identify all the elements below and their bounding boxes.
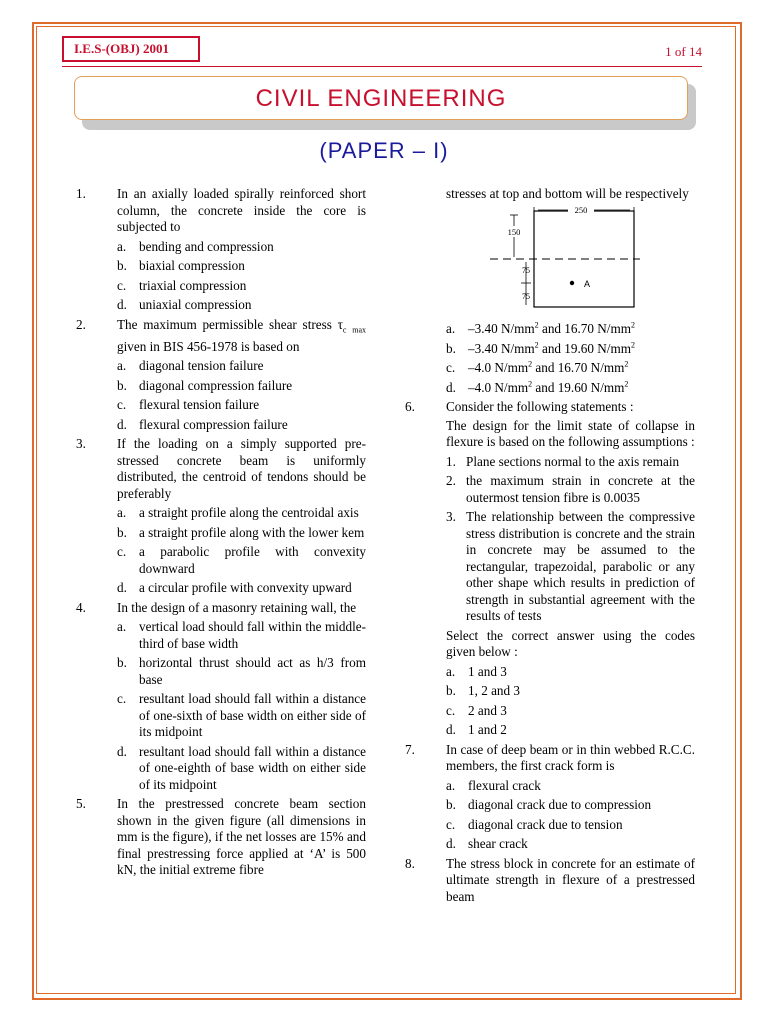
statement-number: 1. [446,453,456,469]
option-text: diagonal tension failure [139,358,264,374]
option-letter: b. [446,340,456,356]
option-text: and 16.70 N/mm [538,321,631,336]
superscript: 2 [534,320,539,330]
exam-tag: I.E.S-(OBJ) 2001 [62,36,200,62]
option-text: diagonal compression failure [139,377,293,393]
question-number: 8. [405,855,415,871]
option-letter: c. [117,277,127,293]
option-letter: b. [117,258,127,273]
question-number: 1. [76,186,86,201]
options [117,505,366,597]
options [117,358,366,433]
option-b [117,655,366,688]
option-b [117,525,366,542]
option-letter: d. [446,836,456,851]
option-a [117,358,366,375]
question-number: 2. [76,316,86,332]
option-text: flexural compression failure [139,416,288,432]
option-c [117,544,366,577]
option-letter: b. [117,377,127,393]
superscript: 2 [630,340,635,350]
option-d [117,297,366,314]
header-rule [62,66,702,67]
question-number: 6. [405,399,415,414]
option-a [446,321,695,338]
option-a [117,619,366,652]
option-b [446,341,695,358]
question-text: In case of deep beam or in thin webbed R.C.C. members, the first crack form is [446,741,695,773]
option-c [117,691,366,741]
question-intro: The design for the limit state of collapse in flexure is based on the following assumptions : [446,417,695,449]
option-text: a straight profile along with the lower kem [139,524,365,540]
option-letter: d. [117,580,127,596]
option-letter: b. [446,683,456,698]
option-b [117,258,366,275]
option-text: –3.40 N/mm [468,340,535,356]
option-text: triaxial compression [139,277,247,293]
option-text: a straight profile along the centroidal axis [139,505,359,521]
point-a-label: A [584,278,591,289]
option-text: resultant load should fall within a distance of one-eighth of base width on either side of its midpoint [139,743,366,792]
option-text: uniaxial compression [139,297,252,312]
question-text: Consider the following statements : [446,399,634,414]
option-letter: c. [446,702,456,718]
question-text [117,317,366,356]
option-text: 1 and 3 [468,663,507,679]
option-c [446,360,695,377]
option-text: biaxial compression [139,258,245,273]
option-b [117,378,366,395]
statement-2 [446,473,695,506]
superscript: 2 [624,379,629,389]
question-text: In the prestressed concrete beam section shown in the given figure (all dimensions in mm is the figure), if the net losses are 15% and final prestressing force applied at ‘A’ is 500 kN, the initial extreme fibre [117,796,366,878]
question-number: 5. [76,796,86,812]
option-b [446,797,695,814]
option-text: bending and compression [139,238,274,254]
statement-text: The relationship between the compressive stress distribution is concrete and the strain in concrete may be assumed to the rectangular, trapezoidal, parabolic or any other shape which results in prediction of strength in substantial agreement with the results of tests [466,509,695,623]
option-text: 1 and 2 [468,722,507,737]
option-a [117,505,366,522]
subscript: max [352,325,366,335]
options [446,321,695,396]
question-3 [76,436,366,597]
option-letter: a. [117,238,127,254]
superscript: 2 [528,379,533,389]
option-text: horizontal thrust should act as h/3 from base [139,655,366,687]
option-text: shear crack [468,836,528,851]
option-c [446,703,695,720]
question-2 [76,317,366,434]
dim-label-150: 150 [507,226,521,237]
question-text: If the loading on a simply supported pre-stressed concrete beam is uniformly distributed, the centroid of tendons should be preferably [117,436,366,501]
option-letter: b. [117,524,127,540]
option-text: a parabolic profile with convexity downward [139,544,366,576]
option-letter: b. [117,655,127,671]
question-1 [76,186,366,314]
option-text: resultant load should fall within a distance of one-sixth of base width on either side of its midpoint [139,691,366,740]
option-c [446,817,695,834]
question-8 [405,856,695,906]
option-letter: a. [117,358,127,374]
option-letter: d. [117,416,127,432]
option-d [117,744,366,794]
question-text: In the design of a masonry retaining wall, the [117,599,357,615]
option-text: 2 and 3 [468,702,507,718]
statement-text: Plane sections normal to the axis remain [466,453,680,469]
point-a-marker [570,280,574,284]
options [117,239,366,314]
option-text: a circular profile with convexity upward [139,580,352,596]
option-d [117,580,366,597]
option-letter: a. [117,505,127,521]
question-5-continued [405,186,695,396]
option-text: vertical load should fall within the middle-third of base width [139,619,366,651]
option-text: diagonal crack due to tension [468,816,623,832]
option-text: –4.0 N/mm [468,379,529,395]
options [446,664,695,739]
width-label: 250 [574,206,588,215]
option-text: and 19.60 N/mm [538,340,631,356]
option-c [117,278,366,295]
option-letter: c. [117,691,127,707]
option-d [446,836,695,853]
subject-banner [74,76,688,120]
statement-1 [446,454,695,471]
option-letter: a. [446,777,456,793]
subscript: c [342,325,347,335]
option-d [446,722,695,739]
statement-text: the maximum strain in concrete at the outermost tension fibre is 0.0035 [466,473,695,505]
question-text: stresses at top and bottom will be respectively [446,186,689,201]
option-letter: b. [446,797,456,812]
beam-section-figure [490,207,695,316]
paper-title: (PAPER – I) [319,138,449,163]
option-text: flexural crack [468,777,541,793]
page-number: 1 of 14 [665,44,702,59]
question-text: The stress block in concrete for an estimate of ultimate strength in flexure of a prestressed beam [446,855,695,904]
option-letter: a. [117,619,127,635]
option-letter: c. [446,816,456,832]
question-text: In an axially loaded spirally reinforced short column, the concrete inside the core is subjected to [117,186,366,234]
statement-number: 3. [446,509,456,524]
question-number: 7. [405,741,415,757]
statement-3 [446,509,695,625]
option-c [117,397,366,414]
option-letter: a. [446,663,456,679]
dim-label-75-bottom: 75 [522,291,530,301]
option-letter: c. [117,397,127,413]
options [446,778,695,853]
option-letter: d. [117,743,127,759]
dim-label-75-top: 75 [522,265,530,275]
option-text: flexural tension failure [139,397,260,413]
option-letter: d. [446,722,456,737]
superscript: 2 [534,340,539,350]
option-a [117,239,366,256]
superscript: 2 [528,359,533,369]
right-column [405,186,695,907]
option-letter: a. [446,321,456,336]
option-d [446,380,695,397]
option-text: 1, 2 and 3 [468,683,521,698]
option-letter: d. [446,379,456,395]
answer-instruction: Select the correct answer using the codes given below : [446,627,695,659]
subject-title: CIVIL ENGINEERING [255,85,507,112]
text-part: given in BIS 456-1978 is based on [117,338,300,354]
option-text: –4.0 N/mm [468,360,529,375]
option-text: –3.40 N/mm [468,321,535,336]
option-d [117,417,366,434]
question-7 [405,742,695,853]
option-letter: d. [117,297,127,312]
option-text: diagonal crack due to compression [468,797,652,812]
question-number: 4. [76,599,86,615]
text-part: The maximum permissible shear stress τ [117,316,343,332]
superscript: 2 [624,359,629,369]
beam-section-diagram [490,207,640,311]
statement-number: 2. [446,473,456,488]
option-letter: c. [446,360,456,375]
question-number: 3. [76,436,86,452]
superscript: 2 [630,320,635,330]
option-b [446,683,695,700]
option-text: and 19.60 N/mm [532,379,625,395]
question-6 [405,399,695,739]
left-column [76,186,366,881]
option-a [446,664,695,681]
question-4 [76,600,366,794]
question-5 [76,796,366,879]
option-letter: c. [117,544,127,560]
option-a [446,778,695,795]
options [117,619,366,793]
option-text: and 16.70 N/mm [532,360,625,375]
